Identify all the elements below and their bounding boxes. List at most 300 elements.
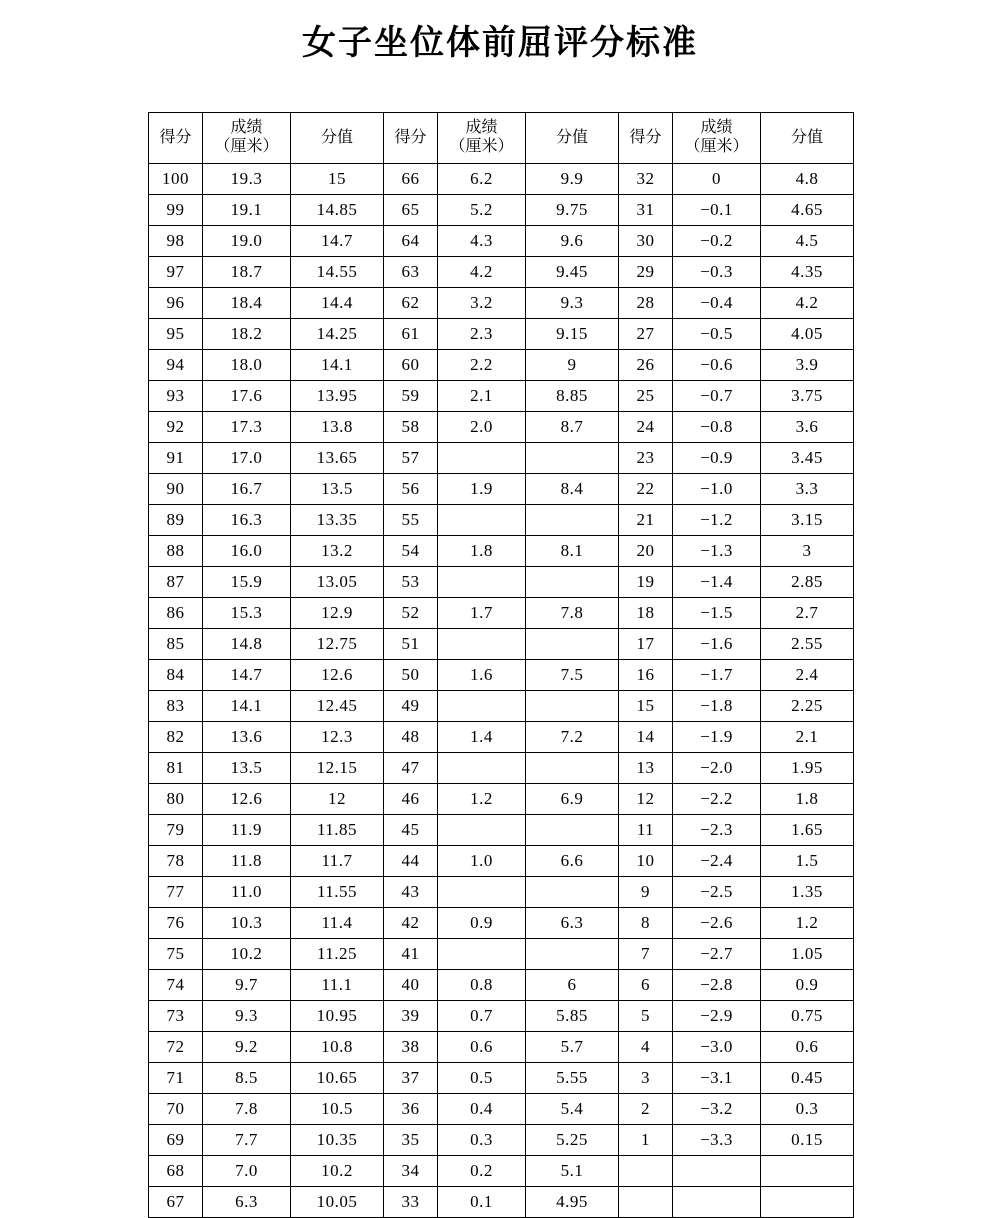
column-header-line-1: 得分 (629, 128, 662, 146)
table-row (149, 505, 854, 536)
table-cell: 0.6 (761, 1032, 854, 1063)
table-cell: 32 (619, 164, 673, 195)
table-cell: 5 (619, 1001, 673, 1032)
table-cell: 1.95 (761, 753, 854, 784)
table-cell: 1.2 (438, 784, 526, 815)
table-cell: −0.7 (673, 381, 761, 412)
table-cell: 14.8 (203, 629, 291, 660)
table-cell: 0.6 (438, 1032, 526, 1063)
table-cell: 7.7 (203, 1125, 291, 1156)
table-cell: 9.45 (526, 257, 619, 288)
table-cell: 6.9 (526, 784, 619, 815)
table-cell: 1.8 (438, 536, 526, 567)
table-cell: 15.9 (203, 567, 291, 598)
column-header-line-2: （厘米） (214, 138, 279, 155)
table-cell: 15 (291, 164, 384, 195)
table-cell: 90 (149, 474, 203, 505)
table-row (149, 939, 854, 970)
table-cell: −2.9 (673, 1001, 761, 1032)
table-cell: 58 (384, 412, 438, 443)
table-cell: 13.5 (291, 474, 384, 505)
table-cell-empty (438, 567, 526, 598)
table-cell: 1.65 (761, 815, 854, 846)
table-cell: 14.25 (291, 319, 384, 350)
table-cell: 63 (384, 257, 438, 288)
table-cell: 1.7 (438, 598, 526, 629)
table-cell: 4.05 (761, 319, 854, 350)
table-cell: 7.8 (526, 598, 619, 629)
table-cell: 11.9 (203, 815, 291, 846)
table-cell: 97 (149, 257, 203, 288)
table-cell: 73 (149, 1001, 203, 1032)
table-cell: 5.55 (526, 1063, 619, 1094)
table-cell: 13 (619, 753, 673, 784)
table-cell: 78 (149, 846, 203, 877)
table-cell: 80 (149, 784, 203, 815)
table-cell: 9.3 (203, 1001, 291, 1032)
table-cell: −3.0 (673, 1032, 761, 1063)
table-cell: −2.6 (673, 908, 761, 939)
table-cell: −1.0 (673, 474, 761, 505)
table-cell: 28 (619, 288, 673, 319)
table-cell-empty (438, 691, 526, 722)
table-cell: 18.0 (203, 350, 291, 381)
table-cell: 12.6 (291, 660, 384, 691)
table-cell: 44 (384, 846, 438, 877)
table-cell: 61 (384, 319, 438, 350)
table-row (149, 660, 854, 691)
table-cell: 70 (149, 1094, 203, 1125)
table-cell: 11.55 (291, 877, 384, 908)
table-cell: 3.3 (761, 474, 854, 505)
table-cell: 0 (673, 164, 761, 195)
table-cell: 2.4 (761, 660, 854, 691)
table-cell: 26 (619, 350, 673, 381)
table-cell: 48 (384, 722, 438, 753)
table-cell: 49 (384, 691, 438, 722)
table-cell: 8.1 (526, 536, 619, 567)
table-cell: 8.7 (526, 412, 619, 443)
table-cell: 21 (619, 505, 673, 536)
table-cell: 11.8 (203, 846, 291, 877)
table-cell: 23 (619, 443, 673, 474)
column-header (291, 113, 384, 164)
column-header-line-1: 分值 (320, 128, 353, 146)
table-cell: 10.8 (291, 1032, 384, 1063)
table-cell: 43 (384, 877, 438, 908)
table-cell: 81 (149, 753, 203, 784)
table-row (149, 1156, 854, 1187)
table-cell: 56 (384, 474, 438, 505)
table-cell: 10 (619, 846, 673, 877)
table-cell-absent (673, 1187, 761, 1218)
table-cell: 0.3 (438, 1125, 526, 1156)
table-cell: 79 (149, 815, 203, 846)
table-cell: 50 (384, 660, 438, 691)
table-cell: −0.2 (673, 226, 761, 257)
table-cell: 12.3 (291, 722, 384, 753)
table-cell: 59 (384, 381, 438, 412)
table-cell-empty (526, 815, 619, 846)
table-cell-absent (619, 1187, 673, 1218)
table-cell-empty (438, 629, 526, 660)
table-cell: 12.9 (291, 598, 384, 629)
table-cell: 12.45 (291, 691, 384, 722)
table-cell: 53 (384, 567, 438, 598)
table-cell: −2.8 (673, 970, 761, 1001)
table-cell: 3.45 (761, 443, 854, 474)
table-row (149, 629, 854, 660)
table-cell: 92 (149, 412, 203, 443)
table-cell: 35 (384, 1125, 438, 1156)
table-cell: 1.05 (761, 939, 854, 970)
table-cell: −2.4 (673, 846, 761, 877)
table-cell: 2 (619, 1094, 673, 1125)
table-cell-absent (761, 1187, 854, 1218)
table-cell: −2.5 (673, 877, 761, 908)
table-cell: 18.7 (203, 257, 291, 288)
table-cell-empty (526, 691, 619, 722)
table-cell: 9 (619, 877, 673, 908)
table-cell: 12 (619, 784, 673, 815)
table-cell: 9.9 (526, 164, 619, 195)
table-cell-empty (526, 443, 619, 474)
table-row (149, 474, 854, 505)
table-cell: 52 (384, 598, 438, 629)
table-cell: 72 (149, 1032, 203, 1063)
table-cell: 0.7 (438, 1001, 526, 1032)
table-cell: 8 (619, 908, 673, 939)
table-row (149, 567, 854, 598)
table-cell: 54 (384, 536, 438, 567)
table-cell: 0.8 (438, 970, 526, 1001)
table-cell: 9.7 (203, 970, 291, 1001)
table-row (149, 164, 854, 195)
table-header (149, 113, 854, 164)
table-row (149, 970, 854, 1001)
table-cell: 87 (149, 567, 203, 598)
table-cell: 3.9 (761, 350, 854, 381)
table-cell: 18.2 (203, 319, 291, 350)
table-cell-absent (673, 1156, 761, 1187)
table-cell-empty (438, 815, 526, 846)
table-cell: 15 (619, 691, 673, 722)
table-cell: −2.2 (673, 784, 761, 815)
table-cell: 42 (384, 908, 438, 939)
table-cell: 38 (384, 1032, 438, 1063)
table-cell: 6.3 (526, 908, 619, 939)
table-cell: 4.5 (761, 226, 854, 257)
table-cell: 7.0 (203, 1156, 291, 1187)
table-row (149, 1187, 854, 1218)
table-cell: 91 (149, 443, 203, 474)
table-row (149, 784, 854, 815)
table-cell: 93 (149, 381, 203, 412)
table-cell: 1.9 (438, 474, 526, 505)
table-cell-empty (526, 505, 619, 536)
table-cell: 11.0 (203, 877, 291, 908)
table-row (149, 1125, 854, 1156)
table-cell: 1.35 (761, 877, 854, 908)
table-cell: 11.7 (291, 846, 384, 877)
table-cell: 14.85 (291, 195, 384, 226)
table-cell: 62 (384, 288, 438, 319)
table-row (149, 226, 854, 257)
table-cell: −1.7 (673, 660, 761, 691)
table-cell: 37 (384, 1063, 438, 1094)
table-cell: 2.25 (761, 691, 854, 722)
column-header (438, 113, 526, 164)
table-cell: 51 (384, 629, 438, 660)
table-cell: 9.2 (203, 1032, 291, 1063)
table-cell: 4.95 (526, 1187, 619, 1218)
table-cell: 16.3 (203, 505, 291, 536)
table-cell: 46 (384, 784, 438, 815)
table-cell-empty (438, 443, 526, 474)
table-cell-absent (619, 1156, 673, 1187)
table-cell: 10.3 (203, 908, 291, 939)
table-cell: −1.8 (673, 691, 761, 722)
table-cell: 5.1 (526, 1156, 619, 1187)
table-cell: 24 (619, 412, 673, 443)
table-cell: 0.2 (438, 1156, 526, 1187)
table-cell: −0.1 (673, 195, 761, 226)
table-cell: 8.85 (526, 381, 619, 412)
table-cell: 4.2 (761, 288, 854, 319)
table-cell-empty (526, 567, 619, 598)
table-cell: −1.6 (673, 629, 761, 660)
table-cell: 14.1 (291, 350, 384, 381)
table-cell: 2.1 (761, 722, 854, 753)
table-cell: 6 (619, 970, 673, 1001)
table-cell: 82 (149, 722, 203, 753)
table-cell: 0.1 (438, 1187, 526, 1218)
table-cell: 10.2 (203, 939, 291, 970)
table-cell: 6 (526, 970, 619, 1001)
table-cell: 11 (619, 815, 673, 846)
table-cell: −2.0 (673, 753, 761, 784)
table-row (149, 1063, 854, 1094)
table-cell: 12.75 (291, 629, 384, 660)
column-header-line-1: 分值 (555, 128, 588, 146)
table-cell: 7.5 (526, 660, 619, 691)
table-cell: 31 (619, 195, 673, 226)
table-cell-empty (438, 939, 526, 970)
table-cell: 11.25 (291, 939, 384, 970)
table-cell-empty (526, 939, 619, 970)
table-cell: 29 (619, 257, 673, 288)
table-cell: 9 (526, 350, 619, 381)
column-header (149, 113, 203, 164)
table-cell: 20 (619, 536, 673, 567)
table-cell: 3 (761, 536, 854, 567)
table-cell: 30 (619, 226, 673, 257)
table-cell: 2.7 (761, 598, 854, 629)
table-cell: 71 (149, 1063, 203, 1094)
table-cell: −0.3 (673, 257, 761, 288)
table-cell: 22 (619, 474, 673, 505)
table-cell: 86 (149, 598, 203, 629)
table-cell: 11.1 (291, 970, 384, 1001)
score-standard-table (148, 112, 854, 1218)
table-cell: 17.3 (203, 412, 291, 443)
table-row (149, 815, 854, 846)
table-cell: 10.95 (291, 1001, 384, 1032)
table-cell: 60 (384, 350, 438, 381)
table-cell: 13.65 (291, 443, 384, 474)
table-cell: 55 (384, 505, 438, 536)
table-cell: 10.05 (291, 1187, 384, 1218)
table-cell: 14 (619, 722, 673, 753)
table-cell: 16 (619, 660, 673, 691)
table-cell: −0.6 (673, 350, 761, 381)
table-cell: 84 (149, 660, 203, 691)
column-header-line-1: 得分 (159, 128, 192, 146)
table-cell-empty (526, 877, 619, 908)
column-header-line-2: （厘米） (449, 138, 514, 155)
table-cell: 8.5 (203, 1063, 291, 1094)
column-header (619, 113, 673, 164)
table-cell: 17 (619, 629, 673, 660)
table-row (149, 412, 854, 443)
table-cell: 36 (384, 1094, 438, 1125)
table-cell: 19.1 (203, 195, 291, 226)
table-cell: 45 (384, 815, 438, 846)
table-cell: 11.85 (291, 815, 384, 846)
table-cell: 7 (619, 939, 673, 970)
table-cell: 17.6 (203, 381, 291, 412)
table-cell: 13.2 (291, 536, 384, 567)
table-cell: 10.2 (291, 1156, 384, 1187)
table-cell: 5.7 (526, 1032, 619, 1063)
table-cell: 0.75 (761, 1001, 854, 1032)
table-cell: 16.7 (203, 474, 291, 505)
table-cell: 1.8 (761, 784, 854, 815)
table-cell: 0.9 (438, 908, 526, 939)
table-cell-empty (438, 753, 526, 784)
table-cell: 2.2 (438, 350, 526, 381)
table-cell: −2.3 (673, 815, 761, 846)
table-cell: 14.7 (203, 660, 291, 691)
table-row (149, 908, 854, 939)
table-row (149, 350, 854, 381)
table-cell: 7.8 (203, 1094, 291, 1125)
table-cell: 14.7 (291, 226, 384, 257)
table-row (149, 1032, 854, 1063)
table-cell: 0.45 (761, 1063, 854, 1094)
table-cell: 4.35 (761, 257, 854, 288)
table-cell: 1.2 (761, 908, 854, 939)
table-cell: 4.65 (761, 195, 854, 226)
table-cell: 41 (384, 939, 438, 970)
table-cell: 12.6 (203, 784, 291, 815)
table-cell: 13.95 (291, 381, 384, 412)
table-cell: 96 (149, 288, 203, 319)
table-cell: 9.6 (526, 226, 619, 257)
column-header-line-1: 成绩 (230, 119, 263, 137)
table-cell: 68 (149, 1156, 203, 1187)
table-cell: 1.5 (761, 846, 854, 877)
table-cell: 5.4 (526, 1094, 619, 1125)
table-cell: 14.55 (291, 257, 384, 288)
table-cell: 9.75 (526, 195, 619, 226)
table-row (149, 195, 854, 226)
table-cell: 3.6 (761, 412, 854, 443)
table-cell: 0.9 (761, 970, 854, 1001)
table-row (149, 381, 854, 412)
table-cell: 12 (291, 784, 384, 815)
table-row (149, 722, 854, 753)
table-row (149, 753, 854, 784)
table-cell: 9.15 (526, 319, 619, 350)
table-cell: 64 (384, 226, 438, 257)
table-cell: 3 (619, 1063, 673, 1094)
table-row (149, 846, 854, 877)
table-cell: 76 (149, 908, 203, 939)
table-cell: −1.9 (673, 722, 761, 753)
table-cell: −0.5 (673, 319, 761, 350)
table-cell: −0.4 (673, 288, 761, 319)
column-header-line-1: 得分 (394, 128, 427, 146)
table-cell: 0.3 (761, 1094, 854, 1125)
table-header-row (149, 113, 854, 164)
table-cell: 19.0 (203, 226, 291, 257)
table-cell: 13.05 (291, 567, 384, 598)
table-row (149, 319, 854, 350)
table-cell: 47 (384, 753, 438, 784)
table-cell: 1 (619, 1125, 673, 1156)
table-cell: 3.75 (761, 381, 854, 412)
table-cell: 10.35 (291, 1125, 384, 1156)
table-cell: 4.2 (438, 257, 526, 288)
table-row (149, 443, 854, 474)
table-cell: 89 (149, 505, 203, 536)
table-cell-empty (438, 505, 526, 536)
table-cell: 2.85 (761, 567, 854, 598)
column-header (673, 113, 761, 164)
table-cell: −1.3 (673, 536, 761, 567)
table-cell: 83 (149, 691, 203, 722)
table-row (149, 536, 854, 567)
table-row (149, 598, 854, 629)
table-cell: 85 (149, 629, 203, 660)
table-cell: 99 (149, 195, 203, 226)
table-cell: −1.5 (673, 598, 761, 629)
table-cell: 3.2 (438, 288, 526, 319)
table-cell-empty (526, 629, 619, 660)
table-cell-empty (438, 877, 526, 908)
table-cell: 5.2 (438, 195, 526, 226)
table-cell: 12.15 (291, 753, 384, 784)
table-cell: 6.6 (526, 846, 619, 877)
table-row (149, 691, 854, 722)
table-cell: 88 (149, 536, 203, 567)
table-cell-absent (761, 1156, 854, 1187)
table-row (149, 1001, 854, 1032)
table-cell: 66 (384, 164, 438, 195)
table-cell: 100 (149, 164, 203, 195)
table-cell: 15.3 (203, 598, 291, 629)
table-cell: 13.6 (203, 722, 291, 753)
table-cell: 8.4 (526, 474, 619, 505)
table-cell: 3.15 (761, 505, 854, 536)
table-cell-empty (526, 753, 619, 784)
table-cell: 2.0 (438, 412, 526, 443)
table-cell: 18 (619, 598, 673, 629)
table-row (149, 257, 854, 288)
table-cell: 10.65 (291, 1063, 384, 1094)
table-cell: 2.3 (438, 319, 526, 350)
